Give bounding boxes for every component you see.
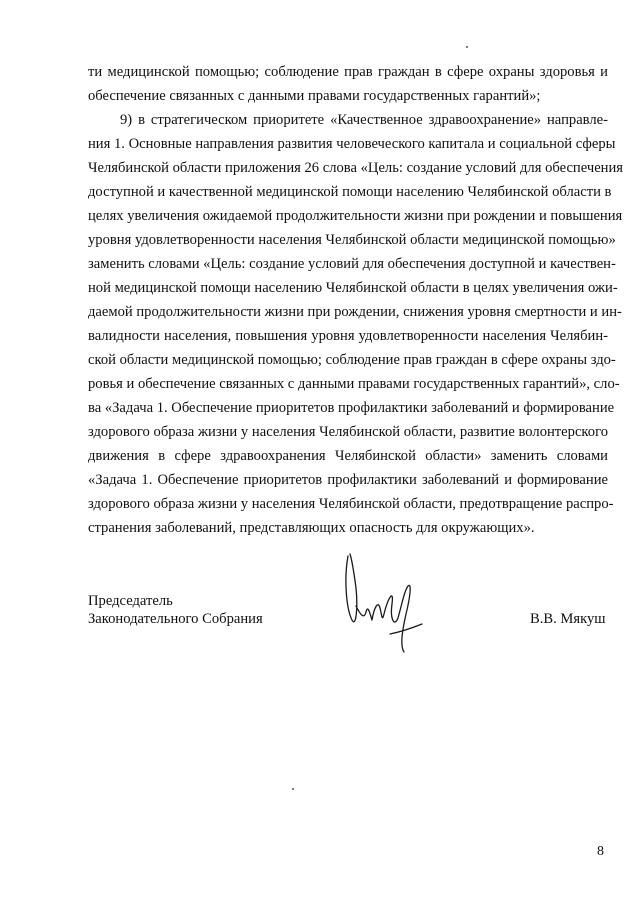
paragraph-line: 9) в стратегическом приоритете «Качественное здравоохранение» направле- [120,112,608,128]
paragraph-line: заменить словами «Цель: создание условий для обеспечения доступной и качествен- [88,256,616,272]
paragraph-line: ти медицинской помощью; соблюдение прав граждан в сфере охраны здоровья и [88,64,608,80]
scan-speck [466,46,468,48]
paragraph-line: здорового образа жизни у населения Челябинской области, развитие волонтерского [88,424,608,440]
paragraph-line: ровья и обеспечение связанных с данными правами государственных гарантий», сло- [88,376,620,392]
paragraph-line: валидности населения, повышения уровня удовлетворенности населения Челябин- [88,328,608,344]
paragraph-line: ной медицинской помощи населению Челябинской области в целях увеличения ожи- [88,280,618,296]
paragraph-line: доступной и качественной медицинской помощи населению Челябинской области в [88,184,612,200]
paragraph-line: Челябинской области приложения 26 слова «Цель: создание условий для обеспечения [88,160,624,176]
paragraph-line: здорового образа жизни у населения Челябинской области, предотвращение распро- [88,496,614,512]
paragraph-line: странения заболеваний, представляющих опасность для окружающих». [88,520,535,536]
page-number: 8 [597,844,604,859]
paragraph-line: «Задача 1. Обеспечение приоритетов профилактики заболеваний и формирование [88,472,608,488]
paragraph-line: целях увеличения ожидаемой продолжительности жизни при рождении и повышения [88,208,623,224]
paragraph-line: уровня удовлетворенности населения Челябинской области медицинской помощью» [88,232,616,248]
signatory-title: Председатель [88,593,173,609]
signatory-title: Законодательного Собрания [88,611,263,627]
handwritten-signature [338,548,428,658]
paragraph-line: ской области медицинской помощью; соблюдение прав граждан в сфере охраны здо- [88,352,616,368]
paragraph-line: ния 1. Основные направления развития человеческого капитала и социальной сферы [88,136,616,152]
paragraph-line: даемой продолжительности жизни при рождении, снижения уровня смертности и ин- [88,304,622,320]
signatory-name: В.В. Мякуш [530,611,606,627]
paragraph-line: ва «Задача 1. Обеспечение приоритетов профилактики заболеваний и формирование [88,400,615,416]
scan-speck [292,788,294,790]
paragraph-line: движения в сфере здравоохранения Челябинской области» заменить словами [88,448,608,464]
paragraph-line: обеспечение связанных с данными правами государственных гарантий»; [88,88,541,104]
